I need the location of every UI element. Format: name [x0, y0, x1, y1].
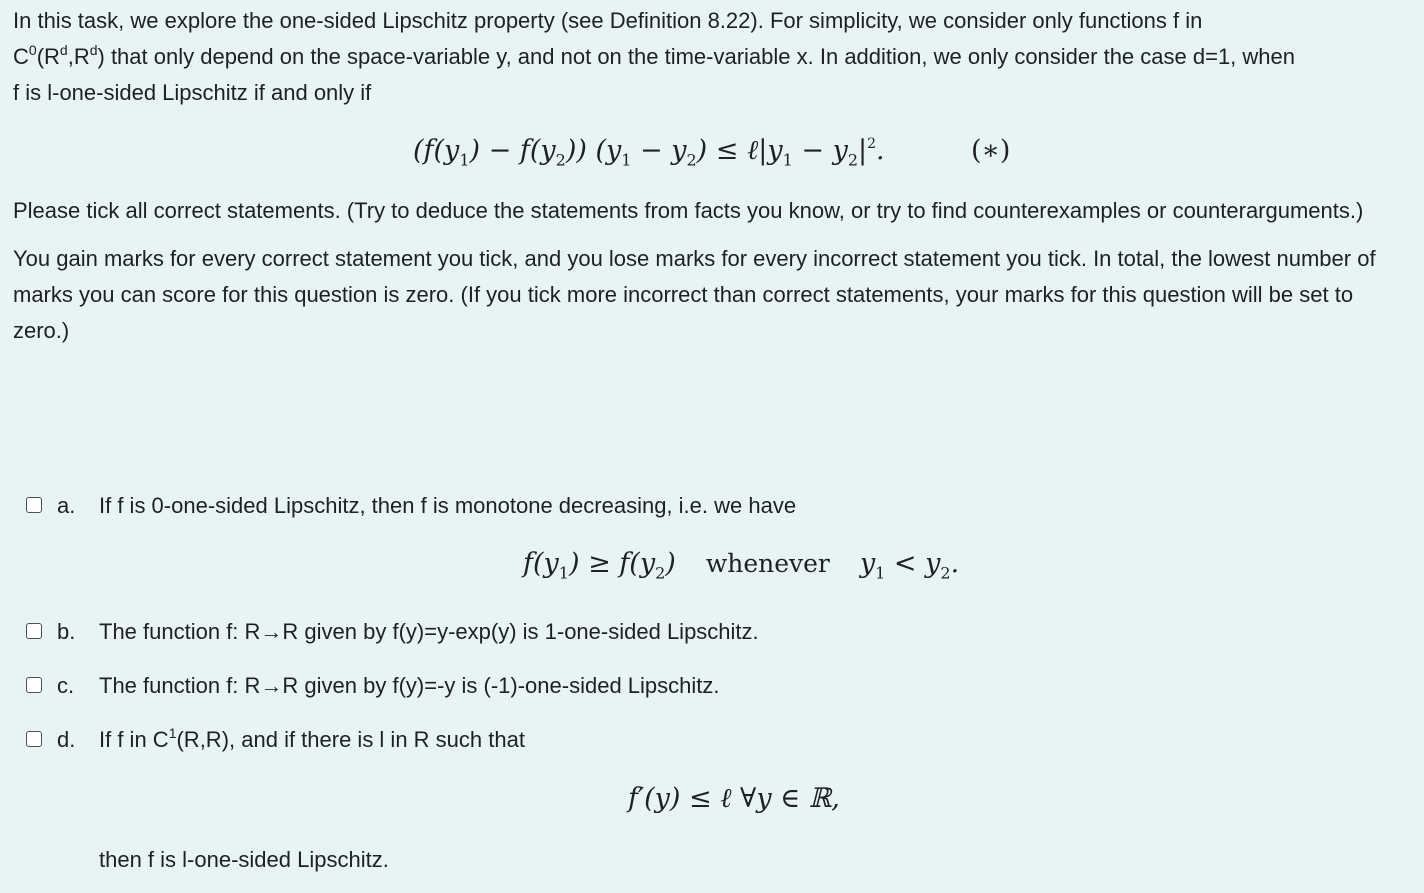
option-c-checkbox[interactable] [26, 677, 42, 693]
option-c-text: The function f: R→R given by f(y)=-y is (-1)-one-sided Lipschitz. [99, 673, 720, 698]
option-d-text-1: If f in C [99, 727, 169, 752]
option-a-whenever: whenever [705, 549, 830, 578]
option-d-text-2: (R,R), and if there is l in R such that [176, 727, 525, 752]
intro-r1-sup: d [59, 41, 68, 58]
option-d-letter: d. [57, 727, 76, 752]
option-a [25, 488, 1405, 614]
option-d-checkbox[interactable] [26, 731, 42, 747]
option-d-sup: 1 [168, 724, 177, 741]
option-b [25, 614, 1405, 668]
option-d [25, 722, 1405, 758]
instruction-paragraph: Please tick all correct statements. (Try to deduce the statements from facts you know, or try to find counterexamples or counterarguments.) [13, 198, 1364, 223]
option-c [25, 668, 1405, 722]
intro-line-3: f is l-one-sided Lipschitz if and only if [13, 80, 372, 105]
option-a-formula: $f(y_1) \ge f(y_2)$ whenever $y_1 < y_2$. [523, 548, 960, 583]
option-d-formula: f′(y) ≤ ℓ ∀y ∈ ℝ, [628, 783, 840, 814]
marking-paragraph: You gain marks for every correct statement you tick, and you lose marks for every incorrect statement you tick. In total, the lowest number of marks you can score for this question is zero. (If you tick more incorrect than correct statements, your marks for this question will be set to zero.) [13, 246, 1376, 343]
intro-c-sup: 0 [28, 41, 37, 58]
option-c-letter: c. [57, 673, 75, 698]
intro-paragraph [13, 3, 1403, 111]
intro-line-2-rest: ) that only depend on the space-variable y, and not on the time-variable x. In addition, we only consider the case d=1, when [97, 44, 1295, 69]
intro-c: C [13, 44, 29, 69]
question-text [13, 3, 1403, 349]
intro-r2-sup: d [89, 41, 98, 58]
option-d-conclusion: then f is l-one-sided Lipschitz. [99, 847, 389, 872]
lipschitz-formula: $(f(y_1) - f(y_2)) (y_1 - y_2)$ ≤ $\ell|y_1 - y_2|^2$. [413, 135, 885, 170]
intro-r2: ,R [67, 44, 90, 69]
option-a-checkbox[interactable] [26, 497, 42, 513]
formula-tag: (∗) [971, 135, 1011, 166]
option-b-checkbox[interactable] [26, 623, 42, 639]
lipschitz-formula-display [13, 111, 1403, 193]
option-b-text: The function f: R→R given by f(y)=y-exp(y) is 1-one-sided Lipschitz. [99, 619, 759, 644]
intro-line-1: In this task, we explore the one-sided Lipschitz property (see Definition 8.22). For simplicity, we consider only functions f in [13, 8, 1203, 33]
option-a-letter: a. [57, 493, 76, 518]
option-b-letter: b. [57, 619, 76, 644]
answer-options [25, 488, 1405, 872]
option-a-text: If f is 0-one-sided Lipschitz, then f is monotone decreasing, i.e. we have [99, 493, 797, 518]
intro-r1: (R [36, 44, 60, 69]
